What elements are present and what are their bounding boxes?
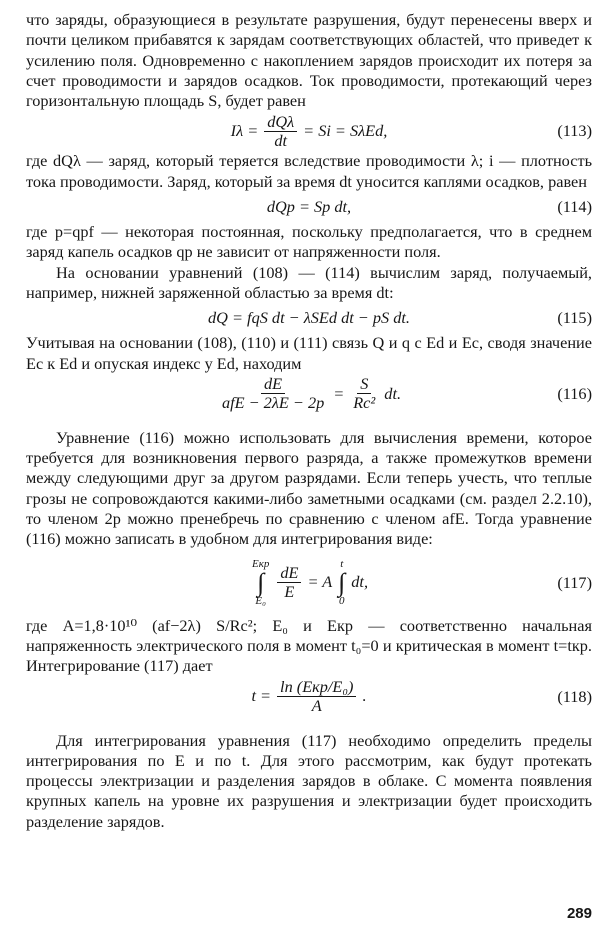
eq117-int2-upper: t [340,557,344,570]
paragraph-8: Для интегрирования уравнения (117) необходимо определить пределы интегрирования по E и по t. Для этого рассмотрим, как будут протекать процессы электризации и разделения зарядов в облаке. С момента появления крупных капель на уровне их разрушения и электризации будет происходить разделение зарядов. [26,730,592,831]
eq114-expr: dQp = Sp dt, [266,196,352,216]
eq113-numerator: dQλ [264,113,297,132]
equation-116 [26,374,592,414]
eq118-label: (118) [557,686,592,706]
eq116-tail: dt. [384,383,402,403]
eq113-label: (113) [557,121,592,141]
page-body [26,10,592,832]
eq116-numerator-right: S [357,375,371,394]
eq114-label: (114) [557,196,592,216]
eq116-fraction-right [350,375,378,412]
eq116-denominator-right: Rc² [353,393,376,413]
eq118-tail: . [362,686,367,706]
eq113-rhs: = Si = SλEd, [303,121,388,141]
eq116-fraction-left [219,375,327,412]
paragraph-4: На основании уравнений (108) — (114) вычислим заряд, получаемый, например, нижней заряженной областью за время dt: [26,262,592,302]
equation-114 [26,192,592,222]
eq116-denominator: afE − 2λE − 2p [221,393,325,413]
paragraph-5: Учитывая на основании (108), (110) и (111) связь Q и q с Ed и Ec, сводя значение Ec к Ed и опуская индекс у Ed, находим [26,333,592,373]
eq116-numerator: dE [261,375,285,394]
paragraph-2: где dQλ — заряд, который теряется вследствие проводимости λ; i — плотность тока проводимости. Заряд, который за время dt уносится каплями осадков, равен [26,151,592,191]
integral-sign-icon: ∫ [338,567,346,597]
equation-117 [26,550,592,616]
eq117-numerator: dE [277,564,301,583]
paragraph-7: где A=1,8·10¹⁰ (af−2λ) S/Rc²; E₀ и Eкр — соответственно начальная напряженность электрического поля в момент t₀=0 и критическая в момент t=tкр. Интегрирование (117) дает [26,615,592,676]
eq117-tail: dt, [351,572,369,592]
eq117-label: (117) [557,572,592,592]
eq117-int1-lower: E₀ [255,594,266,607]
eq116-equals: = [333,383,345,403]
eq113-fraction [264,113,297,150]
eq118-denominator: A [311,696,322,716]
eq115-expr: dQ = fqS dt − λSEd dt − pS dt. [208,308,410,328]
eq118-numerator: ln (Eкр/E₀) [277,678,356,697]
eq117-integral-right [338,559,345,607]
page-number: 289 [566,905,592,922]
eq117-denominator: E [284,582,295,602]
paragraph-1: что заряды, образующиеся в результате разрушения, будут перенесены вверх и почти целиком прибавятся к зарядам соответствующих областей, что приведет к усилению поля. Одновременно с накоплением зарядов происходит их потеря за счет проводимости и зарядов осадков. Ток проводимости, протекающий через горизонтальную площадь S, будет равен [26,10,592,111]
eq117-int1-upper: Eкр [251,557,270,570]
integral-sign-icon: ∫ [257,567,265,597]
eq118-fraction [277,678,356,715]
eq118-lhs: t = [251,686,272,706]
equation-118 [26,677,592,717]
eq113-lhs: Iλ = [230,121,259,141]
equation-115 [26,303,592,333]
paragraph-3: где p=qpf — некоторая постоянная, поскольку предполагается, что в среднем заряд капель осадков qp не зависит от напряженности поля. [26,222,592,262]
eq115-label: (115) [557,308,592,328]
paragraph-6: Уравнение (116) можно использовать для вычисления времени, которое требуется для возникновения первого разряда, а также промежутков времени между следующими друг за другом разрядами. Если теперь учесть, что теплые грозы не сопровождаются какими-либо заметными осадками (см. раздел 2.2.10), то членом 2p можно пренебречь по сравнению с членом afE. Тогда уравнение (116) можно записать в удобном для интегрирования виде: [26,427,592,549]
eq113-denominator: dt [274,130,287,150]
eq117-mid: = A [307,572,333,592]
eq116-label: (116) [557,383,592,403]
eq117-fraction [277,564,301,601]
eq117-int2-lower: 0 [338,594,345,607]
eq117-integral-left [252,559,269,607]
equation-113 [26,111,592,151]
